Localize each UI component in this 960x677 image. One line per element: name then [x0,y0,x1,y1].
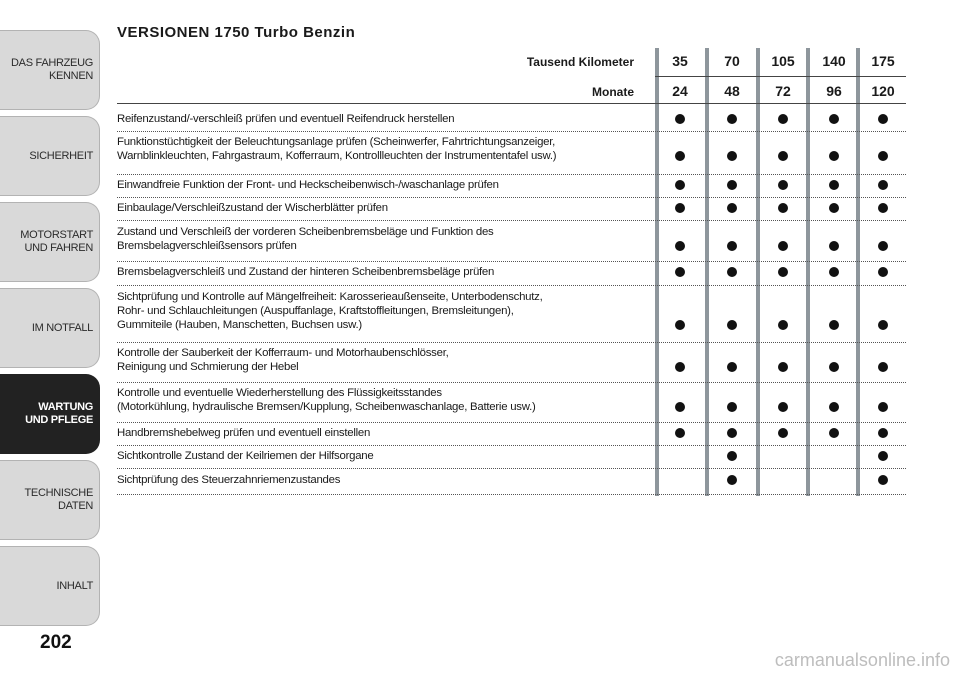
maintenance-mark [778,203,788,213]
row-separator [117,422,906,423]
header-month-value: 24 [672,83,688,99]
row-separator [117,342,906,343]
column-divider [756,48,760,496]
maintenance-mark [675,362,685,372]
column-divider [856,48,860,496]
maintenance-mark [829,402,839,412]
maintenance-mark [727,241,737,251]
row-separator [117,261,906,262]
maintenance-mark [878,428,888,438]
table-row-text: Bremsbelagverschleiß und Zustand der hinteren Scheibenbremsbeläge prüfen [117,266,495,278]
sidebar-tab-1[interactable]: DAS FAHRZEUG KENNEN [0,30,100,110]
table-row-text: Reifenzustand/-verschleiß prüfen und eventuell Reifendruck herstellen [117,113,455,125]
table-row-text: Handbremshebelweg prüfen und eventuell einstellen [117,427,371,439]
header-month-value: 96 [826,83,842,99]
table-row-text: Sichtprüfung des Steuerzahnriemenzustandes [117,474,341,486]
header-km-label: Tausend Kilometer [526,55,634,69]
header-month-value: 48 [724,83,740,99]
maintenance-mark [878,180,888,190]
sidebar-tab-4[interactable]: IM NOTFALL [0,288,100,368]
maintenance-mark [778,114,788,124]
header-km-value: 140 [822,53,846,69]
maintenance-mark [878,362,888,372]
maintenance-mark [878,475,888,485]
maintenance-mark [878,203,888,213]
maintenance-mark [727,475,737,485]
maintenance-mark [727,402,737,412]
maintenance-mark [829,428,839,438]
row-separator [117,131,906,132]
maintenance-mark [727,320,737,330]
maintenance-mark [778,241,788,251]
maintenance-mark [727,451,737,461]
table-row-text: Kontrolle und eventuelle Wiederherstellung des Flüssigkeitsstandes (Motorkühlung, hydraulische Bremsen/Kupplung, Scheibenwaschanlage, Batterie usw.) [117,387,536,413]
maintenance-mark [778,267,788,277]
maintenance-mark [727,151,737,161]
maintenance-mark [829,203,839,213]
maintenance-mark [675,402,685,412]
section-title: VERSIONEN 1750 Turbo Benzin [117,24,356,41]
maintenance-mark [878,241,888,251]
maintenance-mark [675,241,685,251]
maintenance-mark [829,151,839,161]
header-km-value: 175 [871,53,895,69]
header-month-value: 120 [871,83,895,99]
maintenance-mark [675,267,685,277]
row-separator [117,174,906,175]
maintenance-mark [778,180,788,190]
maintenance-mark [829,241,839,251]
sidebar-tab-5[interactable]: WARTUNG UND PFLEGE [0,374,100,454]
row-separator [117,494,906,495]
maintenance-mark [675,151,685,161]
row-separator [117,197,906,198]
column-divider [705,48,709,496]
maintenance-mark [778,362,788,372]
maintenance-mark [829,114,839,124]
maintenance-mark [878,402,888,412]
header-month-value: 72 [775,83,791,99]
header-rule [117,103,906,104]
maintenance-mark [675,203,685,213]
table-row-text: Funktionstüchtigkeit der Beleuchtungsanlage prüfen (Scheinwerfer, Fahrtrichtungsanzeiger, Warnblinkleuchten, Fahrgastraum, Kofferraum, Kontrollleuchten der Instrumententafel usw.) [117,136,557,162]
sidebar-tab-2[interactable]: SICHERHEIT [0,116,100,196]
maintenance-mark [878,267,888,277]
table-row-text: Zustand und Verschleiß der vorderen Scheibenbremsbeläge und Funktion des Bremsbelagverschleißsensors prüfen [117,226,494,252]
sidebar-tab-7[interactable]: INHALT [0,546,100,626]
header-km-value: 105 [771,53,795,69]
column-divider [806,48,810,496]
maintenance-mark [778,428,788,438]
header-month-label: Monate [592,85,634,99]
table-row-text: Sichtprüfung und Kontrolle auf Mängelfreiheit: Karosserieaußenseite, Unterbodenschutz, Rohr- und Schlauchleitungen (Auspuffanlage, Kraftstoffleitungen, Bremsleitungen), Gummiteile (Hauben, Manschetten, Buchsen usw.) [117,291,543,331]
maintenance-mark [878,320,888,330]
row-separator [117,382,906,383]
row-separator [117,445,906,446]
table-row-text: Kontrolle der Sauberkeit der Kofferraum- und Motorhaubenschlösser, Reinigung und Schmierung der Hebel [117,347,449,373]
maintenance-mark [778,320,788,330]
maintenance-mark [727,180,737,190]
header-km-value: 35 [672,53,688,69]
maintenance-mark [878,151,888,161]
sidebar-tab-3[interactable]: MOTORSTART UND FAHREN [0,202,100,282]
maintenance-mark [778,151,788,161]
maintenance-mark [675,180,685,190]
maintenance-mark [878,114,888,124]
maintenance-mark [878,451,888,461]
row-separator [117,468,906,469]
header-rule [655,76,906,77]
maintenance-mark [727,267,737,277]
table-row-text: Einbaulage/Verschleißzustand der Wischerblätter prüfen [117,202,388,214]
maintenance-mark [727,203,737,213]
watermark-text: carmanualsonline.info [774,650,950,670]
maintenance-mark [727,362,737,372]
row-separator [117,220,906,221]
maintenance-mark [727,428,737,438]
page-number: 202 [40,632,72,653]
maintenance-mark [727,114,737,124]
table-row-text: Sichtkontrolle Zustand der Keilriemen der Hilfsorgane [117,450,374,462]
table-row-text: Einwandfreie Funktion der Front- und Heckscheibenwisch-/waschanlage prüfen [117,179,499,191]
maintenance-mark [829,267,839,277]
maintenance-mark [675,320,685,330]
maintenance-mark [675,114,685,124]
maintenance-mark [675,428,685,438]
maintenance-mark [829,362,839,372]
header-km-value: 70 [724,53,740,69]
row-separator [117,285,906,286]
maintenance-mark [829,320,839,330]
maintenance-mark [829,180,839,190]
sidebar-tab-6[interactable]: TECHNISCHE DATEN [0,460,100,540]
column-divider [655,48,659,496]
maintenance-mark [778,402,788,412]
